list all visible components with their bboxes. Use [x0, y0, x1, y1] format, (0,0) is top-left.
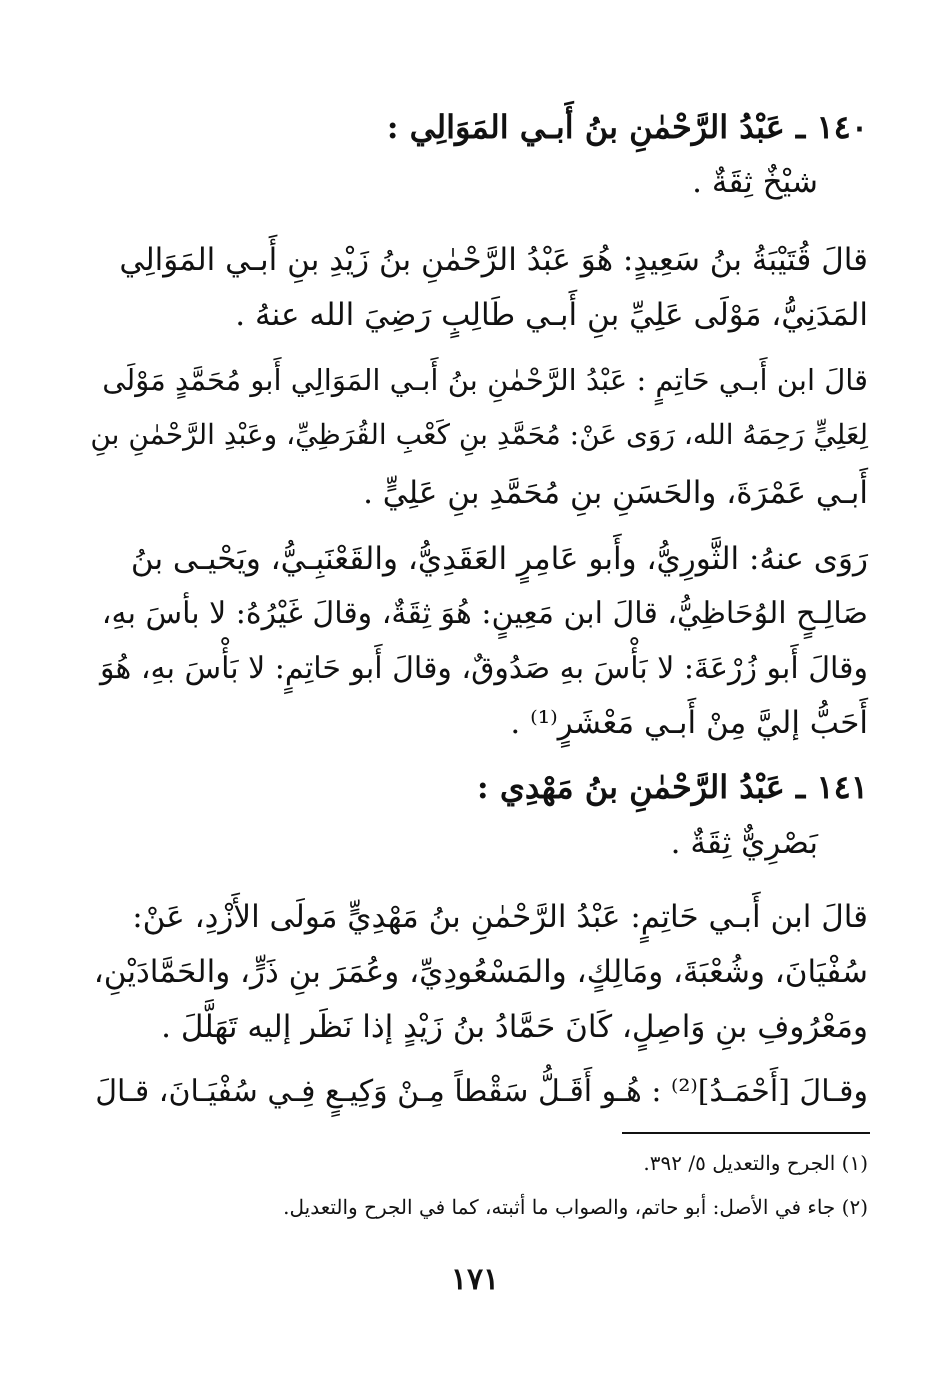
entry-140-p1-line2: المَدَنِيُّ، مَوْلَى عَلِيِّ بنِ أَبـي طَالِبٍ رَضِيَ الله عنهُ .: [235, 297, 868, 333]
entry-140-p3-line4: أَحَبُّ إليَّ مِنْ أَبـي مَعْشَرٍ⁽¹⁾ .: [510, 705, 868, 741]
entry-140-p3-line3: وقالَ أَبو زُرْعَةَ: لا بَأْسَ بهِ صَدُوقٌ، وقالَ أَبو حَاتِمٍ: لا بَأْسَ بهِ، هُوَ: [99, 651, 868, 686]
footnote-1: (١) الجرح والتعديل ٥/ ٣٩٢.: [643, 1151, 868, 1175]
entry-141-grade: بَصْرِيٌّ ثِقَةٌ .: [670, 825, 818, 861]
entry-140-p3-line2: صَالِـحٍ الوُحَاظِيُّ، قالَ ابن مَعِينٍ: هُوَ ثِقَةٌ، وقالَ غَيْرُهُ: لا بأسَ بهِ،: [101, 596, 868, 631]
entry-140-heading: ١٤٠ ـ عَبْدُ الرَّحْمٰنِ بنُ أَبـي المَوَالِي :: [386, 108, 868, 146]
entry-140-p2-line1: قالَ ابن أَبـي حَاتِمٍ : عَبْدُ الرَّحْمٰنِ بنُ أَبـي المَوَالِي أَبو مُحَمَّدٍ مَوْلَى: [102, 363, 868, 397]
entry-140-p2-line3: أَبـي عَمْرَةَ، والحَسَنِ بنِ مُحَمَّدِ بنِ عَلِيٍّ .: [363, 475, 868, 511]
entry-141-p1-line3: ومَعْرُوفِ بنِ وَاصِلٍ، كَانَ حَمَّادُ بنُ زَيْدٍ إذا نَظَر إليه تَهَلَّلَ .: [161, 1009, 868, 1045]
entry-140-p1-line1: قالَ قُتَيْبَةُ بنُ سَعِيدٍ: هُوَ عَبْدُ الرَّحْمٰنِ بنُ زَيْدِ بنِ أَبـي المَوَالِي: [119, 242, 868, 278]
page-number: ١٧١: [450, 1262, 500, 1297]
footnote-separator: [622, 1132, 870, 1134]
entry-140-grade: شيْخٌ ثِقَةٌ .: [692, 164, 818, 200]
entry-140-p3-line1: رَوَى عنهُ: الثَّورِيُّ، وأَبو عَامِرٍ العَقَدِيُّ، والقَعْنَبِـيُّ، ويَحْيـى بنُ: [130, 541, 868, 577]
entry-141-p1-line1: قالَ ابن أَبـي حَاتِمٍ: عَبْدُ الرَّحْمٰنِ بنُ مَهْدِيٍّ مَولَى الأَزْدِ، عَنْ:: [132, 899, 868, 935]
entry-141-heading: ١٤١ ـ عَبْدُ الرَّحْمٰنِ بنُ مَهْدِي :: [476, 768, 868, 806]
entry-140-p2-line2: لِعَلِيٍّ رَحِمَهُ الله، رَوَى عَنْ: مُحَمَّدِ بنِ كَعْبِ القُرَظِيِّ، وعَبْدِ الرَّحْمٰنِ بنِ: [90, 418, 868, 451]
footnote-2: (٢) جاء في الأصل: أبو حاتم، والصواب ما أثبته، كما في الجرح والتعديل.: [283, 1195, 868, 1219]
entry-141-p2-line1: وقـالَ [أَحْمَـدُ]⁽²⁾ : هُـو أَقَـلُّ سَقْطاً مِـنْ وَكِيـعٍ فِـي سُفْيَـانَ، قـالَ: [95, 1074, 868, 1109]
entry-141-p1-line2: سُفْيَانَ، وشُعْبَةَ، ومَالِكٍ، والمَسْعُودِيِّ، وعُمَرَ بنِ ذَرٍّ، والحَمَّادَيْنِ،: [93, 954, 868, 990]
